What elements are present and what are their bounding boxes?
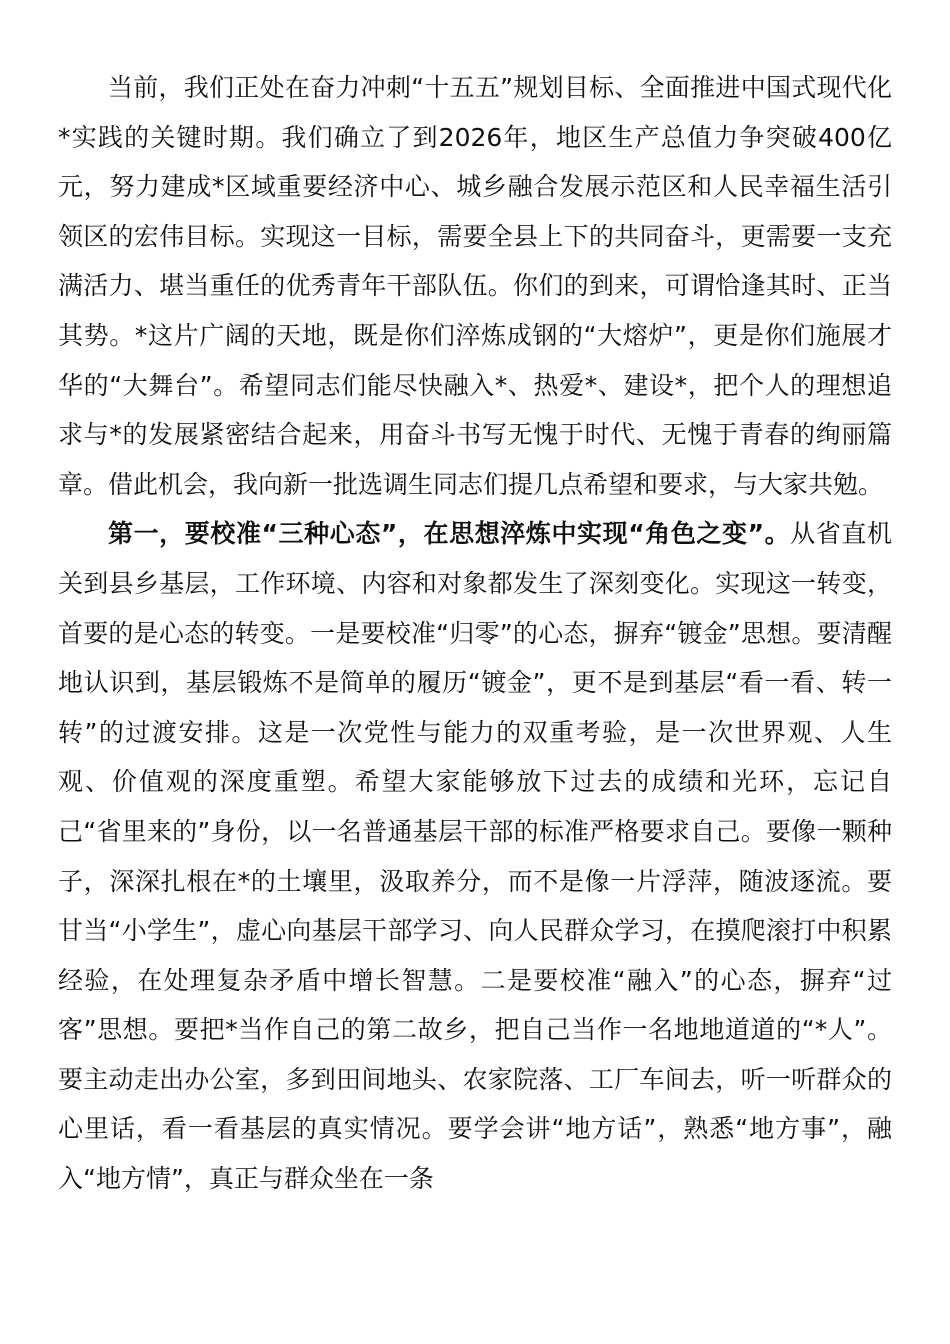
- paragraph-intro-text: 当前，我们正处在奋力冲刺“十五五”规划目标、全面推进中国式现代化*实践的关键时期。我们确立了到2026年，地区生产总值力争突破400亿元，努力建成*区域重要经济中心、城乡融合发展示范区和人民幸福生活引领区的宏伟目标。实现这一目标，需要全县上下的共同奋斗，更需要一支充满活力、堪当重任的优秀青年干部队伍。你们的到来，可谓恰逢其时、正当其势。*这片广阔的天地，既是你们淬炼成钢的“大熔炉”，更是你们施展才华的“大舞台”。希望同志们能尽快融入*、热爱*、建设*，把个人的理想追求与*的发展紧密结合起来，用奋斗书写无愧于时代、无愧于青春的绚丽篇章。借此机会，我向新一批选调生同志们提几点希望和要求，与大家共勉。: [58, 73, 892, 499]
- first-point-text: 从省直机关到县乡基层，工作环境、内容和对象都发生了深刻变化。实现这一转变，首要的是心态的转变。一是要校准“归零”的心态，摒弃“镀金”思想。要清醒地认识到，基层锻炼不是简单的履历“镀金”，更不是到基层“看一看、转一转”的过渡安排。这是一次党性与能力的双重考验，是一次世界观、人生观、价值观的深度重塑。希望大家能够放下过去的成绩和光环，忘记自己“省里来的”身份，以一名普通基层干部的标准严格要求自己。要像一颗种子，深深扎根在*的土壤里，汲取养分，而不是像一片浮萍，随波逐流。要甘当“小学生”，虚心向基层干部学习、向人民群众学习，在摸爬滚打中积累经验，在处理复杂矛盾中增长智慧。二是要校准“融入”的心态，摒弃“过客”思想。要把*当作自己的第二故乡，把自己当作一名地地道道的“*人”。要主动走出办公室，多到田间地头、农家院落、工厂车间去，听一听群众的心里话，看一看基层的真实情况。要学会讲“地方话”，熟悉“地方事”，融入“地方情”，真正与群众坐在一条: [58, 519, 892, 1194]
- paragraph-intro: [58, 63, 892, 509]
- paragraph-first-point: [58, 509, 892, 1203]
- first-point-heading: 第一，要校准“三种心态”，在思想淬炼中实现“角色之变”。: [108, 519, 791, 549]
- document-page: [58, 63, 892, 1204]
